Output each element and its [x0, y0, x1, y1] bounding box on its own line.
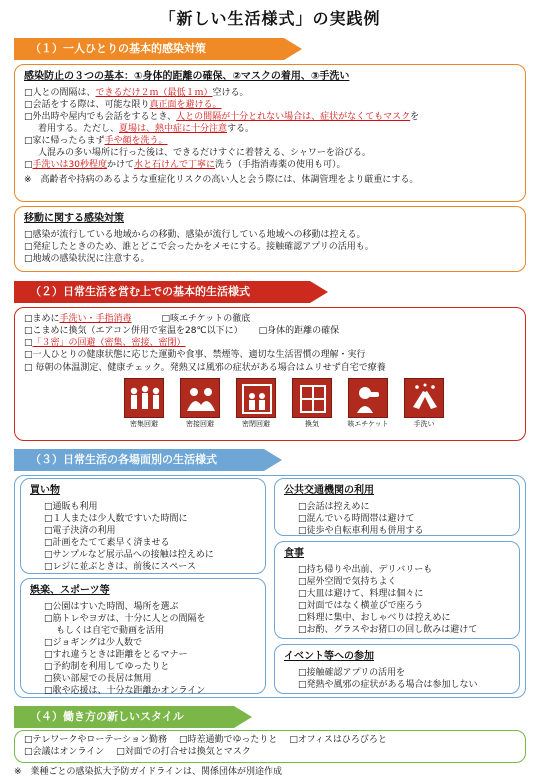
movement-line-2: □発症したときのため、誰とどこで会ったかをメモにする。接触確認アプリの活用も。 — [24, 241, 374, 252]
transit-item: □徒歩や自転車利用も併用する — [298, 525, 424, 536]
dining-item: □屋外空間で気持ちよく — [298, 576, 397, 587]
leisure-item: □狭い部屋での長居は無用 — [44, 674, 152, 685]
cough-etiquette-pictogram — [344, 378, 392, 429]
cough-etiquette-caption: 咳エチケット — [347, 420, 389, 428]
section-1-header — [14, 38, 284, 60]
crowd-icon — [124, 378, 164, 418]
section-3-header — [14, 449, 264, 471]
handwash-line: □手洗いは30秒程度かけて水と石けんで丁寧に洗う（手指消毒薬の使用も可）。 — [24, 160, 346, 171]
shopping-title: 買い物 — [30, 485, 60, 496]
leisure-item: □すれ違うときは距離をとるマナー — [44, 650, 188, 661]
dining-item: □大皿は避けて、料理は個々に — [298, 588, 424, 599]
movement-title: 移動に関する感染対策 — [24, 213, 124, 224]
elderly-note: ※ 高齢者や持病のあるような重症化リスクの高い人と会う際には、体調管理をより厳重にする。 — [24, 175, 419, 186]
banner-arrow — [234, 706, 252, 728]
handwash-caption: 手洗い — [413, 420, 435, 428]
shopping-item: □レジに並ぶときは、前後にスペース — [44, 562, 196, 573]
shopping-item: □サンプルなど展示品への接触は控えめに — [44, 550, 214, 561]
handwash-icon — [404, 378, 444, 418]
leisure-item: □予約制を利用してゆったりと — [44, 662, 170, 673]
work-style-box — [14, 730, 526, 763]
ventilation-caption: 換気 — [305, 420, 319, 428]
leisure-item: □筋トレやヨガは、十分に人との間隔を — [44, 613, 206, 624]
dining-item: □対面ではなく横並びで座ろう — [298, 600, 424, 611]
event-item: □発熱や風邪の症状がある場合は参加しない — [298, 679, 478, 690]
dining-title: 食事 — [284, 548, 304, 559]
section-1-header-text: （１）一人ひとりの基本的感染対策 — [30, 42, 206, 55]
section-2-header — [14, 281, 310, 303]
dining-box — [274, 541, 520, 639]
shopping-box — [20, 478, 266, 574]
work-row-1: □テレワークやローテーション勤務 □時差通勤でゆったりと □オフィスはひろびろと — [24, 735, 387, 745]
conversation-line: □会話をする際は、可能な限り真正面を避ける。 — [24, 99, 222, 110]
heatstroke-line: 着用する。ただし、夏場は、熱中症に十分注意する。 — [38, 123, 255, 134]
cough-icon — [348, 378, 388, 418]
transit-item: □会話は控えめに — [298, 501, 370, 512]
movement-line-3: □地域の感染状況に注意する。 — [24, 253, 150, 264]
footer-note: ※ 業種ごとの感染拡大予防ガイドラインは、関係団体が別途作成 — [14, 767, 283, 777]
crowd-avoid-caption: 密集回避 — [130, 420, 158, 428]
crowd-avoid-pictogram — [120, 378, 168, 429]
close-contact-pictogram — [176, 378, 224, 429]
pictogram-row — [120, 378, 448, 429]
leisure-title: 娯楽、スポーツ等 — [30, 585, 110, 596]
transit-title: 公共交通機関の利用 — [284, 485, 374, 496]
shopping-item: □計画をたてて素早く済ませる — [44, 537, 170, 548]
dining-item: □お酌、グラスやお猪口の回し飲みは避けて — [298, 625, 478, 636]
transit-item: □混んでいる時間帯は避けて — [298, 513, 415, 524]
banner-arrow — [264, 449, 282, 471]
mask-line: □外出時や屋内でも会話をするとき、人との間隔が十分とれない場合は、症状がなくてもマスクを — [24, 111, 420, 122]
section-2-header-text: （２）日常生活を営む上での基本的生活様式 — [30, 285, 250, 298]
event-box — [274, 644, 520, 694]
movement-line-1: □感染が流行している地域からの移動、感染が流行している地域への移動は控える。 — [24, 229, 366, 240]
shopping-item: □通販も利用 — [44, 501, 98, 512]
transit-box — [274, 478, 520, 536]
dining-item: □持ち帰りや出前、デリバリーも — [298, 564, 433, 575]
work-row-2: □会議はオンライン □対面での打合せは換気とマスク — [24, 747, 251, 758]
handwash-row: □まめに手洗い・手指消毒 □咳エチケットの徹底 — [24, 314, 251, 324]
event-item: □接触確認アプリの活用を — [298, 667, 406, 678]
temperature-row: □ 毎朝の体温測定、健康チェック。発熱又は風邪の症状がある場合はムリせず自宅で療養 — [24, 362, 386, 373]
leisure-item: □歌や応援は、十分な距離かオンライン — [44, 686, 206, 697]
habits-row: □一人ひとりの健康状態に応じた運動や食事、禁煙等、適切な生活習慣の理解・実行 — [24, 350, 366, 361]
section-4-header-text: （４）働き方の新しいスタイル — [30, 710, 184, 723]
section-4-header — [14, 706, 234, 728]
ventilation-row: □こまめに換気（エアコン併用で室温を28℃以下に） □身体的距離の確保 — [24, 326, 340, 337]
leisure-item: □ジョギングは少人数で — [44, 637, 143, 648]
close-contact-icon — [180, 378, 220, 418]
event-title: イベント等への参加 — [284, 651, 374, 662]
ventilation-pictogram — [288, 378, 336, 429]
handwash-pictogram — [400, 378, 448, 429]
basic-measures-box — [14, 64, 526, 202]
movement-box — [14, 206, 526, 272]
dining-item: □料理に集中、おしゃべりは控えめに — [298, 613, 451, 624]
three-c-row: □「３密」の回避（密集、密接、密閉） — [24, 338, 186, 349]
banner-arrow — [310, 281, 328, 303]
banner-arrow — [284, 38, 302, 60]
basic-measures-title: 感染防止の３つの基本：①身体的距離の確保、②マスクの着用、③手洗い — [24, 71, 350, 82]
crowd-line: 人混みの多い場所に行った後は、できるだけすぐに着替える、シャワーを浴びる。 — [38, 148, 371, 159]
closed-space-icon — [236, 378, 276, 418]
page-title: 「新しい生活様式」の実践例 — [159, 9, 381, 28]
shopping-item: □１人または少人数ですいた時間に — [44, 513, 188, 524]
closed-space-pictogram — [232, 378, 280, 429]
leisure-item: □公園はすいた時間、場所を選ぶ — [44, 601, 179, 612]
section-3-header-text: （３）日常生活の各場面別の生活様式 — [30, 453, 217, 466]
shopping-item: □電子決済の利用 — [44, 525, 116, 536]
close-contact-caption: 密接回避 — [186, 420, 214, 428]
distance-line: □人との間隔は、できるだけ２ｍ（最低１ｍ）空ける。 — [24, 87, 249, 98]
wash-face-line: □家に帰ったらまず手や顔を洗う。 — [24, 136, 168, 147]
leisure-box — [20, 578, 266, 697]
leisure-item: もしくは自宅で動画を活用 — [56, 625, 165, 636]
window-icon — [292, 378, 332, 418]
closed-space-caption: 密閉回避 — [242, 420, 270, 428]
